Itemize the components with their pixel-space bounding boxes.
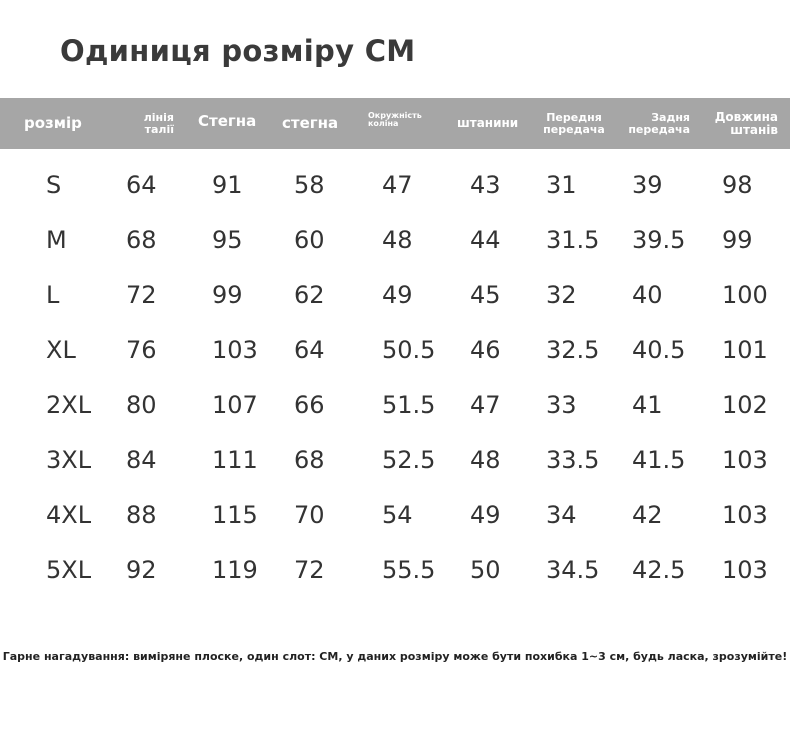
header-thigh — [282, 98, 344, 149]
measurement-cell: 70 — [294, 500, 325, 529]
header-back-rise — [630, 98, 690, 149]
measurement-cell: 80 — [126, 390, 157, 419]
header-front-rise — [544, 98, 604, 149]
measurement-cell: 95 — [212, 225, 243, 254]
size-cell: 2XL — [46, 390, 92, 419]
measurement-cell: 102 — [722, 390, 768, 419]
table-row — [0, 322, 790, 377]
measurement-cell: 34.5 — [546, 555, 600, 584]
measurement-cell: 55.5 — [382, 555, 436, 584]
size-cell: 5XL — [46, 555, 92, 584]
measurement-cell: 100 — [722, 280, 768, 309]
measurement-cell: 72 — [126, 280, 157, 309]
measurement-cell: 58 — [294, 170, 325, 199]
table-row — [0, 432, 790, 487]
measurement-cell: 115 — [212, 500, 258, 529]
measurement-cell: 47 — [382, 170, 413, 199]
table-row — [0, 377, 790, 432]
table-row — [0, 157, 790, 212]
size-cell: 3XL — [46, 445, 92, 474]
measurement-cell: 42 — [632, 500, 663, 529]
measurement-cell: 39 — [632, 170, 663, 199]
header-leg — [457, 98, 517, 149]
measurement-cell: 103 — [722, 500, 768, 529]
measurement-cell: 92 — [126, 555, 157, 584]
measurement-cell: 50.5 — [382, 335, 436, 364]
header-back-rise-label: Задня передача — [628, 110, 691, 136]
measurement-cell: 111 — [212, 445, 258, 474]
measurement-cell: 49 — [382, 280, 413, 309]
measurement-cell: 107 — [212, 390, 258, 419]
measurement-cell: 62 — [294, 280, 325, 309]
table-header — [0, 98, 790, 149]
measurement-cell: 54 — [382, 500, 413, 529]
header-front-rise-label: Передня передача — [543, 110, 605, 136]
measurement-cell: 66 — [294, 390, 325, 419]
measurement-cell: 99 — [722, 225, 753, 254]
measurement-cell: 103 — [212, 335, 258, 364]
measurement-cell: 48 — [470, 445, 501, 474]
measurement-cell: 31.5 — [546, 225, 600, 254]
measurement-cell: 68 — [126, 225, 157, 254]
measurement-cell: 98 — [722, 170, 753, 199]
measurement-cell: 50 — [470, 555, 501, 584]
measurement-cell: 101 — [722, 335, 768, 364]
measurement-cell: 119 — [212, 555, 258, 584]
measurement-cell: 64 — [294, 335, 325, 364]
measurement-cell: 103 — [722, 555, 768, 584]
size-cell: XL — [46, 335, 76, 364]
table-row — [0, 267, 790, 322]
measurement-cell: 32.5 — [546, 335, 600, 364]
table-row — [0, 487, 790, 542]
measurement-cell: 31 — [546, 170, 577, 199]
measurement-cell: 33.5 — [546, 445, 600, 474]
header-waist-label: лінія талії — [143, 110, 174, 136]
measurement-cell: 84 — [126, 445, 157, 474]
measurement-cell: 60 — [294, 225, 325, 254]
measurement-cell: 47 — [470, 390, 501, 419]
measurement-cell: 49 — [470, 500, 501, 529]
measurement-cell: 43 — [470, 170, 501, 199]
header-length-label: Довжина штанів — [714, 109, 778, 137]
measurement-cell: 39.5 — [632, 225, 686, 254]
measurement-cell: 41 — [632, 390, 663, 419]
measurement-cell: 32 — [546, 280, 577, 309]
footnote: Гарне нагадування: виміряне плоске, один слот: CM, у даних розміру може бути похибка 1~3 см, будь ласка, зрозумійте! — [2, 650, 788, 663]
measurement-cell: 103 — [722, 445, 768, 474]
measurement-cell: 64 — [126, 170, 157, 199]
measurement-cell: 42.5 — [632, 555, 686, 584]
size-cell: L — [46, 280, 60, 309]
measurement-cell: 68 — [294, 445, 325, 474]
measurement-cell: 45 — [470, 280, 501, 309]
header-size-label: розмір — [24, 113, 82, 132]
header-length — [716, 98, 778, 149]
measurement-cell: 51.5 — [382, 390, 436, 419]
measurement-cell: 99 — [212, 280, 243, 309]
measurement-cell: 41.5 — [632, 445, 686, 474]
measurement-cell: 44 — [470, 225, 501, 254]
size-cell: M — [46, 225, 67, 254]
measurement-cell: 52.5 — [382, 445, 436, 474]
header-hips — [198, 98, 260, 149]
measurement-cell: 40 — [632, 280, 663, 309]
header-hips-label: Стегна — [198, 112, 257, 130]
measurement-cell: 88 — [126, 500, 157, 529]
header-thigh-label: стегна — [282, 113, 339, 132]
measurement-cell: 40.5 — [632, 335, 686, 364]
header-knee-label: Окружність коліна — [368, 111, 422, 129]
measurement-cell: 91 — [212, 170, 243, 199]
header-size — [24, 98, 104, 149]
table-row — [0, 542, 790, 597]
measurement-cell: 48 — [382, 225, 413, 254]
measurement-cell: 72 — [294, 555, 325, 584]
table-row — [0, 212, 790, 267]
measurement-cell: 76 — [126, 335, 157, 364]
measurement-cell: 33 — [546, 390, 577, 419]
header-waist — [130, 98, 174, 149]
page-title: Одиниця розміру CM — [60, 34, 416, 68]
header-knee — [368, 98, 428, 149]
size-cell: 4XL — [46, 500, 92, 529]
header-leg-label: штанини — [457, 116, 519, 131]
size-cell: S — [46, 170, 62, 199]
measurement-cell: 46 — [470, 335, 501, 364]
measurement-cell: 34 — [546, 500, 577, 529]
